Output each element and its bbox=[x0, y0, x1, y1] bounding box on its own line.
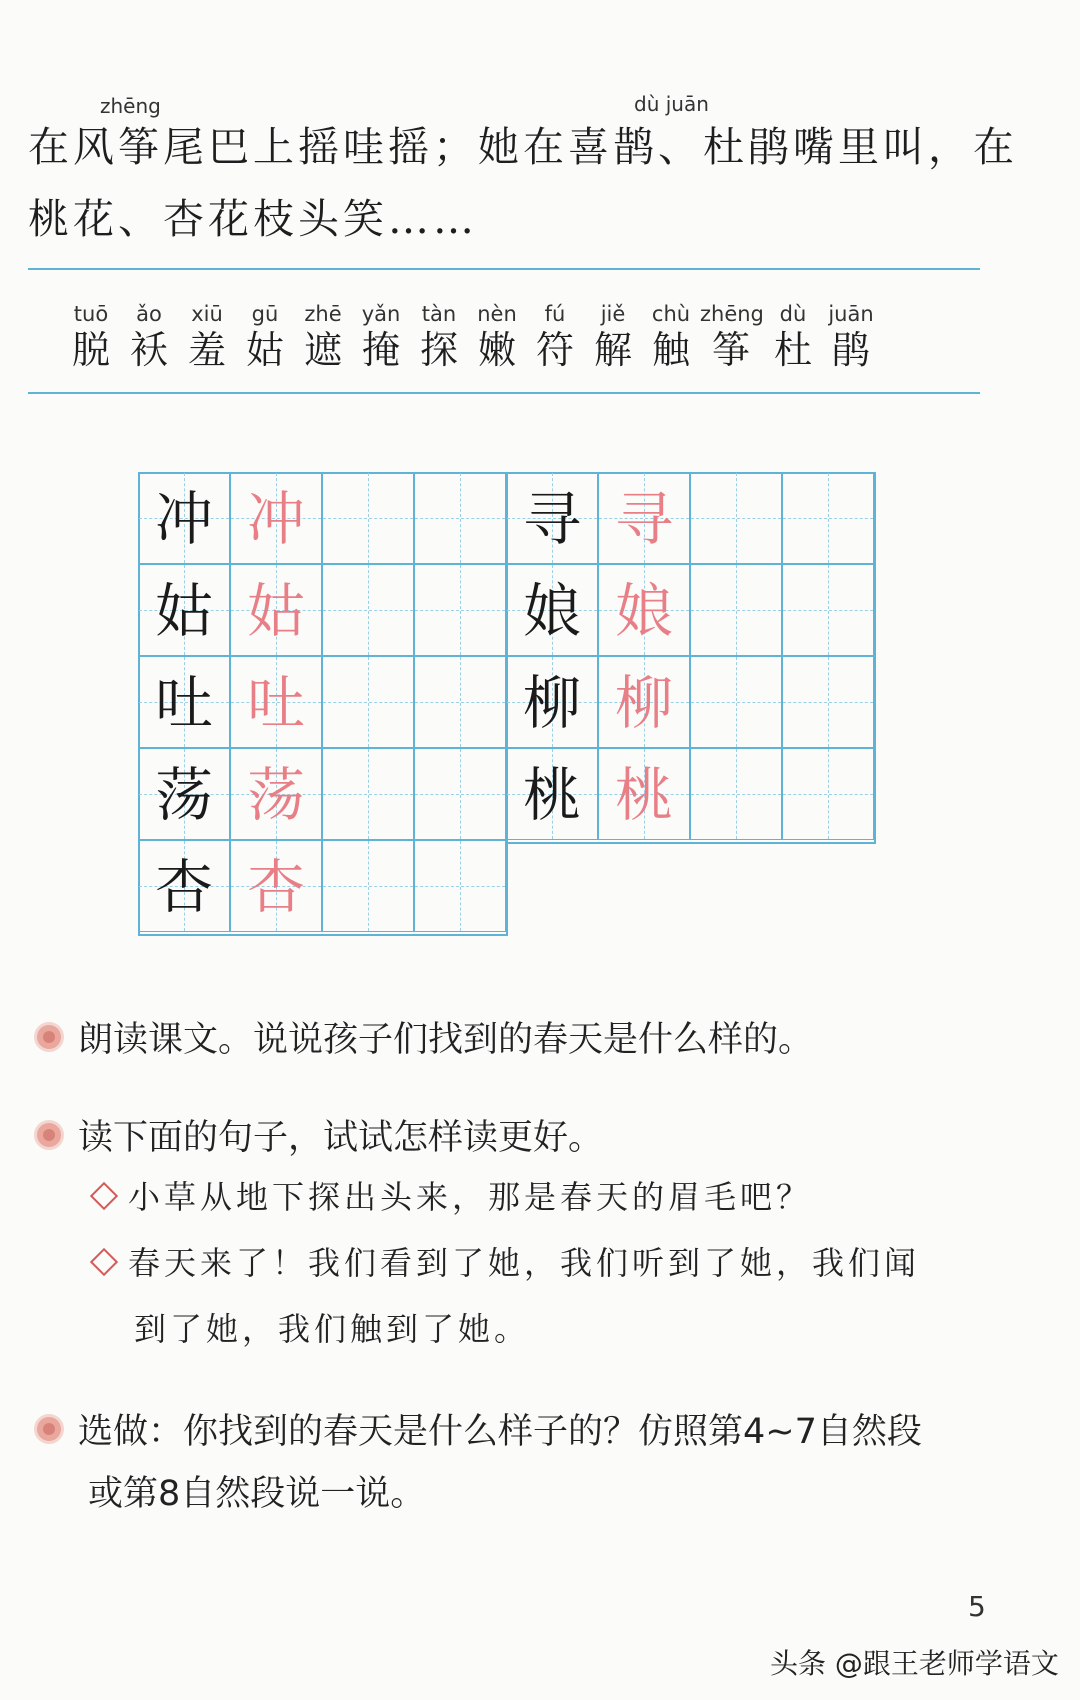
exercise-1 bbox=[34, 1012, 813, 1062]
vocab-char: 探 bbox=[419, 328, 458, 372]
vocab-char: 掩 bbox=[361, 328, 400, 372]
trace-char: 姑 bbox=[246, 577, 305, 645]
sentence-text: 春天来了！我们看到了她，我们听到了她，我们闻 bbox=[128, 1244, 921, 1282]
grid-cell-empty[interactable] bbox=[322, 564, 414, 656]
model-char: 姑 bbox=[154, 577, 213, 645]
grid-cell bbox=[506, 472, 598, 564]
exercise-2-sentence-2 bbox=[88, 1238, 920, 1284]
exercise-3 bbox=[34, 1404, 922, 1454]
model-char: 娘 bbox=[522, 577, 581, 645]
vocab-char: 脱 bbox=[71, 328, 110, 372]
vocab-bottom-rule bbox=[28, 392, 980, 394]
vocab-pinyin: tuō bbox=[73, 302, 109, 326]
vocab-list bbox=[60, 300, 960, 380]
vocab-pinyin: chù bbox=[651, 302, 691, 326]
vocab-item bbox=[640, 300, 702, 372]
vocab-item bbox=[582, 300, 644, 372]
vocab-item bbox=[524, 300, 586, 372]
vocab-item bbox=[820, 300, 882, 372]
page-number: 5 bbox=[968, 1590, 986, 1623]
grid-cell-empty[interactable] bbox=[782, 472, 874, 564]
grid-cell bbox=[230, 748, 322, 840]
grid-cell bbox=[598, 564, 690, 656]
vocab-item bbox=[466, 300, 528, 372]
vocab-pinyin: jiě bbox=[600, 302, 626, 326]
vocab-char: 嫩 bbox=[477, 328, 516, 372]
grid-cell bbox=[230, 840, 322, 932]
vocab-item bbox=[762, 300, 824, 372]
model-char: 冲 bbox=[154, 485, 213, 553]
grid-cell-empty[interactable] bbox=[782, 656, 874, 748]
grid-cell-empty[interactable] bbox=[414, 472, 506, 564]
grid-cell-empty[interactable] bbox=[414, 656, 506, 748]
vocab-pinyin: gū bbox=[251, 302, 279, 326]
vocab-pinyin: juān bbox=[828, 302, 874, 326]
pinyin-dujuan: dù juān bbox=[634, 92, 709, 116]
grid-cell bbox=[598, 472, 690, 564]
grid-cell-empty[interactable] bbox=[322, 472, 414, 564]
vocab-char: 遮 bbox=[303, 328, 342, 372]
trace-char: 冲 bbox=[246, 485, 305, 553]
grid-cell-empty[interactable] bbox=[322, 840, 414, 932]
vocab-char: 杜 bbox=[773, 328, 812, 372]
vocab-pinyin: nèn bbox=[477, 302, 517, 326]
trace-char: 柳 bbox=[614, 669, 673, 737]
exercise-badge-icon bbox=[34, 1022, 64, 1052]
grid-cell bbox=[138, 564, 230, 656]
grid-cell bbox=[230, 472, 322, 564]
grid-cell-empty[interactable] bbox=[414, 564, 506, 656]
exercise-badge-icon bbox=[34, 1414, 64, 1444]
grid-cell-empty[interactable] bbox=[414, 840, 506, 932]
trace-char: 杏 bbox=[246, 853, 305, 921]
passage-line-1: 在风筝尾巴上摇哇摇；她在喜鹊、杜鹃嘴里叫，在 bbox=[28, 123, 1018, 171]
grid-cell-empty[interactable] bbox=[690, 564, 782, 656]
grid-cell bbox=[138, 472, 230, 564]
grid-cell-empty[interactable] bbox=[322, 656, 414, 748]
vocab-char: 姑 bbox=[245, 328, 284, 372]
diamond-bullet-icon bbox=[90, 1182, 118, 1210]
grid-cell bbox=[138, 840, 230, 932]
vocab-char: 符 bbox=[535, 328, 574, 372]
sentence-text: 小草从地下探出头来，那是春天的眉毛吧？ bbox=[128, 1178, 813, 1216]
model-char: 杏 bbox=[154, 853, 213, 921]
grid-cell-empty[interactable] bbox=[414, 748, 506, 840]
grid-cell-empty[interactable] bbox=[782, 748, 874, 840]
vocab-item bbox=[60, 300, 122, 372]
vocab-pinyin: dù bbox=[779, 302, 807, 326]
watermark: 头条 @跟王老师学语文 bbox=[770, 1647, 1059, 1680]
grid-cell bbox=[138, 748, 230, 840]
passage-line-2: 桃花、杏花枝头笑…… bbox=[28, 195, 478, 243]
vocab-char: 筝 bbox=[711, 328, 750, 372]
model-char: 吐 bbox=[154, 669, 213, 737]
vocab-char: 鹃 bbox=[831, 328, 870, 372]
trace-char: 桃 bbox=[614, 761, 673, 829]
vocab-char: 解 bbox=[593, 328, 632, 372]
diamond-bullet-icon bbox=[90, 1248, 118, 1276]
vocab-char: 触 bbox=[651, 328, 690, 372]
exercise-badge-icon bbox=[34, 1120, 64, 1150]
model-char: 柳 bbox=[522, 669, 581, 737]
grid-cell bbox=[230, 564, 322, 656]
vocab-item bbox=[350, 300, 412, 372]
vocab-item bbox=[700, 300, 762, 372]
vocab-pinyin: zhēng bbox=[700, 302, 764, 326]
exercise-2-text: 读下面的句子，试试怎样读更好。 bbox=[78, 1118, 604, 1158]
model-char: 寻 bbox=[522, 485, 581, 553]
grid-cell-empty[interactable] bbox=[782, 564, 874, 656]
grid-cell bbox=[506, 656, 598, 748]
vocab-item bbox=[118, 300, 180, 372]
pinyin-zheng: zhēng bbox=[100, 94, 161, 118]
vocab-pinyin: fú bbox=[544, 302, 566, 326]
exercise-3-text: 选做：你找到的春天是什么样子的？仿照第4~7自然段 bbox=[78, 1412, 922, 1452]
grid-cell bbox=[598, 748, 690, 840]
vocab-item bbox=[408, 300, 470, 372]
exercise-2-sentence-1 bbox=[88, 1172, 812, 1218]
vocab-char: 羞 bbox=[187, 328, 226, 372]
trace-char: 娘 bbox=[614, 577, 673, 645]
grid-cell bbox=[230, 656, 322, 748]
exercise-1-text: 朗读课文。说说孩子们找到的春天是什么样的。 bbox=[78, 1020, 814, 1060]
model-char: 桃 bbox=[522, 761, 581, 829]
vocab-pinyin: zhē bbox=[304, 302, 342, 326]
trace-char: 吐 bbox=[246, 669, 305, 737]
model-char: 荡 bbox=[154, 761, 213, 829]
grid-cell-empty[interactable] bbox=[322, 748, 414, 840]
vocab-pinyin: yǎn bbox=[361, 302, 401, 326]
trace-char: 荡 bbox=[246, 761, 305, 829]
vocab-top-rule bbox=[28, 268, 980, 270]
vocab-pinyin: ǎo bbox=[136, 302, 162, 326]
grid-cell bbox=[138, 656, 230, 748]
sentence-text-continued: 到了她，我们触到了她。 bbox=[134, 1310, 531, 1348]
grid-cell-empty[interactable] bbox=[690, 656, 782, 748]
trace-char: 寻 bbox=[614, 485, 673, 553]
grid-cell bbox=[506, 748, 598, 840]
grid-cell bbox=[506, 564, 598, 656]
exercise-3-text-continued: 或第8自然段说一说。 bbox=[88, 1474, 426, 1514]
vocab-char: 袄 bbox=[129, 328, 168, 372]
vocab-item bbox=[176, 300, 238, 372]
vocab-pinyin: tàn bbox=[421, 302, 457, 326]
vocab-item bbox=[292, 300, 354, 372]
grid-cell-empty[interactable] bbox=[690, 472, 782, 564]
vocab-item bbox=[234, 300, 296, 372]
exercise-2 bbox=[34, 1110, 603, 1160]
vocab-pinyin: xiū bbox=[191, 302, 223, 326]
grid-cell-empty[interactable] bbox=[690, 748, 782, 840]
grid-cell bbox=[598, 656, 690, 748]
